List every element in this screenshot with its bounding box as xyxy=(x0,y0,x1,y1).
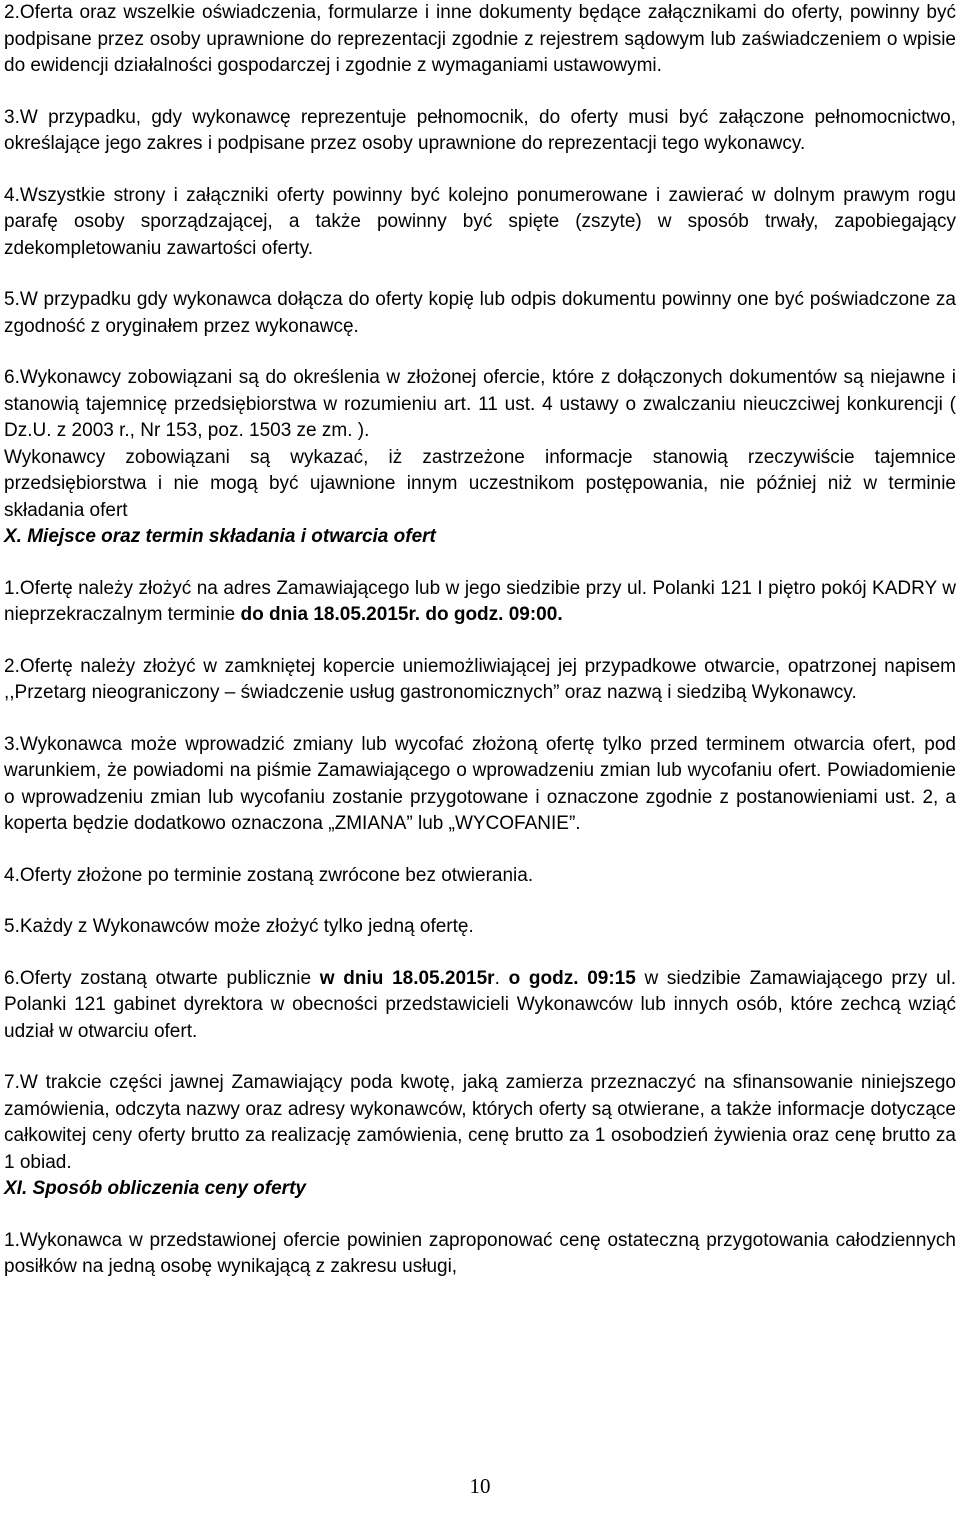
section-x-item-6-a: 6.Oferty zostaną otwarte publicznie xyxy=(4,967,320,989)
section-x-item-1-text: 1.Ofertę należy złożyć na adres Zamawiającego lub w jego siedzibie przy ul. Polanki 121 I piętro pokój KADRY w nieprzekraczalnym terminie xyxy=(4,577,956,625)
section-x-item-1-deadline: do dnia 18.05.2015r. do godz. 09:00. xyxy=(240,604,563,625)
section-x-item-5: 5.Każdy z Wykonawców może złożyć tylko jedną ofertę. xyxy=(4,916,474,937)
paragraph-5: 5.W przypadku gdy wykonawca dołącza do oferty kopię lub odpis dokumentu powinny one być poświadczone za zgodność z oryginałem przez wykonawcę. xyxy=(4,289,956,337)
section-x-item-6-sep: . xyxy=(494,967,509,989)
section-xi-heading: XI. Sposób obliczenia ceny oferty xyxy=(4,1178,306,1199)
paragraph-3: 3.W przypadku, gdy wykonawcę reprezentuje pełnomocnik, do oferty musi być załączone pełnomocnictwo, określające jego zakres i podpisane przez osoby uprawnione do reprezentacji tego wykonawcy. xyxy=(4,106,956,154)
paragraph-6b: Wykonawcy zobowiązani są wykazać, iż zastrzeżone informacje stanowią rzeczywiście tajemnice przedsiębiorstwa i nie mogą być ujawnione innym uczestnikom postępowania, nie później niż w terminie składania ofert xyxy=(4,446,956,521)
page-number: 10 xyxy=(469,1474,491,1498)
section-x-item-3: 3.Wykonawca może wprowadzić zmiany lub wycofać złożoną ofertę tylko przed terminem otwarcia ofert, pod warunkiem, że powiadomi na piśmie Zamawiającego o wprowadzeniu zmian lub wycofaniu ofert. Powiadomienie o wprowadzeniu zmian lub wycofaniu zostanie przygotowane i oznaczone zgodnie z postanowieniami ust. 2, a koperta będzie dodatkowo oznaczona „ZMIANA” lub „WYCOFANIE”. xyxy=(4,733,956,834)
section-x-item-2: 2.Ofertę należy złożyć w zamkniętej kopercie uniemożliwiającej jej przypadkowe otwarcie, opatrzonej napisem ,,Przetarg nieograniczony – świadczenie usług gastronomicznych” oraz nazwą i siedzibą Wykonawcy. xyxy=(4,655,956,703)
section-x-item-4: 4.Oferty złożone po terminie zostaną zwrócone bez otwierania. xyxy=(4,864,534,886)
section-x-item-1 xyxy=(4,576,956,629)
section-x-item-6-date: w dniu 18.05.2015r xyxy=(319,967,495,989)
document-page xyxy=(4,0,956,1281)
paragraph-4: 4.Wszystkie strony i załączniki oferty powinny być kolejno ponumerowane i zawierać w dolnym prawym rogu parafę osoby sporządzającej, a także powinny być spięte (zszyte) w sposób trwały, zapobiegający zdekompletowaniu zawartości oferty. xyxy=(4,184,956,259)
section-x-heading: X. Miejsce oraz termin składania i otwarcia ofert xyxy=(4,526,436,547)
section-x-item-6 xyxy=(4,966,956,1046)
section-x-item-7: 7.W trakcie części jawnej Zamawiający poda kwotę, jaką zamierza przeznaczyć na sfinansowanie niniejszego zamówienia, odczyta nazwy oraz adresy wykonawców, których oferty są otwierane, a także informacje dotyczące całkowitej ceny oferty brutto za realizację zamówienia, cenę brutto za 1 osobodzień żywienia oraz cenę brutto za 1 obiad. xyxy=(4,1072,956,1173)
paragraph-2: 2.Oferta oraz wszelkie oświadczenia, formularze i inne dokumenty będące załącznikami do oferty, powinny być podpisane przez osoby uprawnione do reprezentacji zgodnie z rejestrem sądowym lub zaświadczeniem o wpisie do ewidencji działalności gospodarczej i zgodnie z wymaganiami ustawowymi. xyxy=(4,2,956,76)
section-x-item-6-time: o godz. 09:15 xyxy=(508,967,636,989)
paragraph-6a: 6.Wykonawcy zobowiązani są do określenia w złożonej ofercie, które z dołączonych dokumentów są niejawne i stanowią tajemnicę przedsiębiorstwa w rozumieniu art. 11 ust. 4 ustawy o zwalczaniu nieuczciwej konkurencji ( Dz.U. z 2003 r., Nr 153, poz. 1503 ze zm. ). xyxy=(4,367,956,441)
section-x-item-6-e: w siedzibie Zamawiającego przy ul. Polanki 121 gabinet dyrektora w obecności przedstawicieli Wykonawców lub innych osób, które zechcą wziąć udział w otwarciu ofert. xyxy=(4,967,957,1042)
section-xi-item-1: 1.Wykonawca w przedstawionej ofercie powinien zaproponować cenę ostateczną przygotowania całodziennych posiłków na jedną osobę wynikającą z zakresu usługi, xyxy=(4,1229,956,1277)
